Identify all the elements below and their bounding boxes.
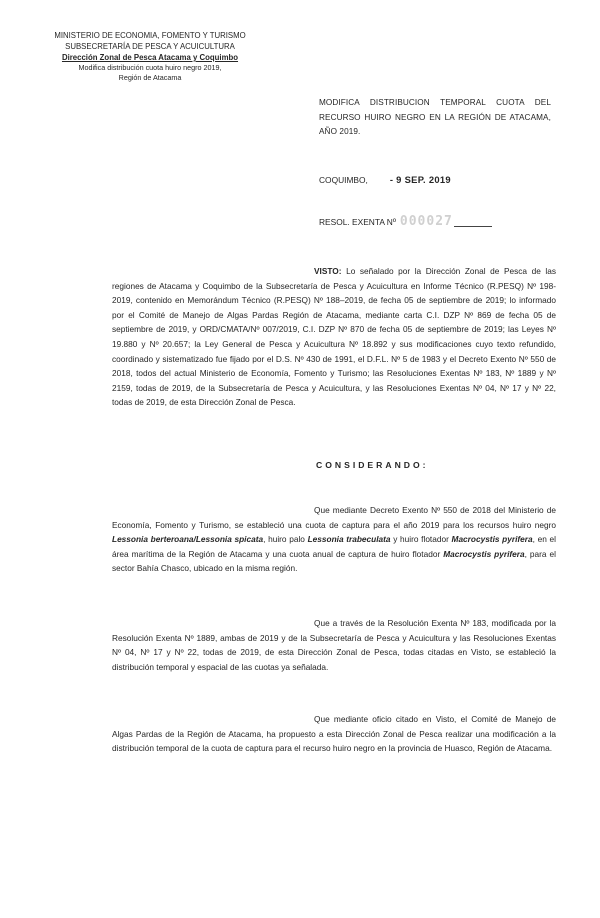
subsecretariat-name: SUBSECRETARÍA DE PESCA Y ACUICULTURA <box>65 42 235 51</box>
header-summary: Modifica distribución cuota huiro negro 2019, <box>78 63 222 72</box>
species-name: Macrocystis pyrifera <box>451 534 533 545</box>
species-name: Macrocystis pyrifera <box>443 548 525 559</box>
date-line <box>319 174 451 185</box>
text-run: , huiro palo <box>263 534 308 545</box>
considerando-paragraph-3: Que mediante oficio citado en Visto, el Comité de Manejo de Algas Pardas de la Región de Atacama, ha propuesto a esta Dirección Zonal de Pesca realizar una modificación a la distribución temporal de la cuota de captura para el recurso huiro negro en la provincia de Huasco, Región de Atacama. <box>112 714 556 754</box>
visto-text: Lo señalado por la Dirección Zonal de Pesca de las regiones de Atacama y Coquimbo de la Subsecretaría de Pesca y Acuicultura en Informe Técnico (R.PESQ) Nº 198-2019, contenido en Memorándum Técnico (R.PESQ) Nº 188–2019, de fecha 05 de septiembre de 2019; lo informado por el Comité de Manejo de Algas Pardas Región de Atacama, mediante carta C.I. DZP Nº 869 de fecha 05 de septiembre de 2019, y ORD/CMATA/Nº 007/2019, C.I. DZP Nº 870 de fecha 05 de septiembre de 2019; las Leyes Nº 19.880 y Nº 20.657; la Ley General de Pesca y Acuicultura Nº 18.892 y sus modificaciones cuyo texto refundido, coordinado y sistematizado fue fijado por el D.S. Nº 430 de 1991, el D.F.L. Nº 5 de 1983 y el Decreto Exento Nº 550 de 2018, todos del actual Ministerio de Economía, Fomento y Turismo; las Resoluciones Exentas Nº 183, Nº 1889 y Nº 2159, todas de 2019, de la Subsecretaría de Pesca y Acuicultura, y las Resoluciones Exentas Nº 04, Nº 17 y Nº 22, todas de 2019, de esta Dirección Zonal de Pesca. <box>112 266 557 408</box>
visto-label: VISTO: <box>314 266 342 276</box>
letterhead <box>30 30 270 83</box>
ministry-name: MINISTERIO DE ECONOMIA, FOMENTO Y TURISMO <box>54 31 246 40</box>
text-run: , para el sector Bahía Chasco, ubicado en la misma región. <box>112 548 556 574</box>
resolution-label: RESOL. EXENTA Nº <box>319 217 396 227</box>
date-stamp: - 9 SEP. 2019 <box>389 174 451 185</box>
considerando-heading: CONSIDERANDO: <box>316 460 429 470</box>
zonal-office-name: Dirección Zonal de Pesca Atacama y Coquimbo <box>61 53 239 62</box>
header-region: Región de Atacama <box>118 73 182 82</box>
text-run: Que mediante Decreto Exento Nº 550 de 2018 del Ministerio de Economía, Fomento y Turismo, se estableció una cuota de captura para el año 2019 para los recursos huiro negro <box>112 505 556 530</box>
city: COQUIMBO, <box>319 175 368 185</box>
resolution-number-line <box>319 214 492 229</box>
text-run: y huiro flotador <box>390 534 452 545</box>
species-name: Lessonia trabeculata <box>307 534 391 545</box>
resolution-number: 000027 <box>399 214 453 229</box>
considerando-paragraph-1 <box>112 503 556 576</box>
visto-paragraph <box>112 264 556 410</box>
resolution-subject: MODIFICA DISTRIBUCION TEMPORAL CUOTA DEL RECURSO HUIRO NEGRO EN LA REGIÓN DE ATACAMA, AÑO 2019. <box>319 98 551 136</box>
resolution-underline <box>454 226 492 227</box>
considerando-paragraph-2: Que a través de la Resolución Exenta Nº 183, modificada por la Resolución Exenta Nº 1889, ambas de 2019 y de la Subsecretaría de Pesca y Acuicultura y las Resoluciones Exentas Nº 04, Nº 17 y Nº 22, todas de 2019, de esta Dirección Zonal de Pesca, todas citadas en Visto, se estableció la distribución temporal y espacial de las cuotas ya señalada. <box>112 618 556 672</box>
species-name: Lessonia berteroana/Lessonia spicata <box>112 534 264 545</box>
text-run: , en el área marítima de la Región de Atacama y una cuota anual de captura de huiro flotador <box>112 534 556 559</box>
